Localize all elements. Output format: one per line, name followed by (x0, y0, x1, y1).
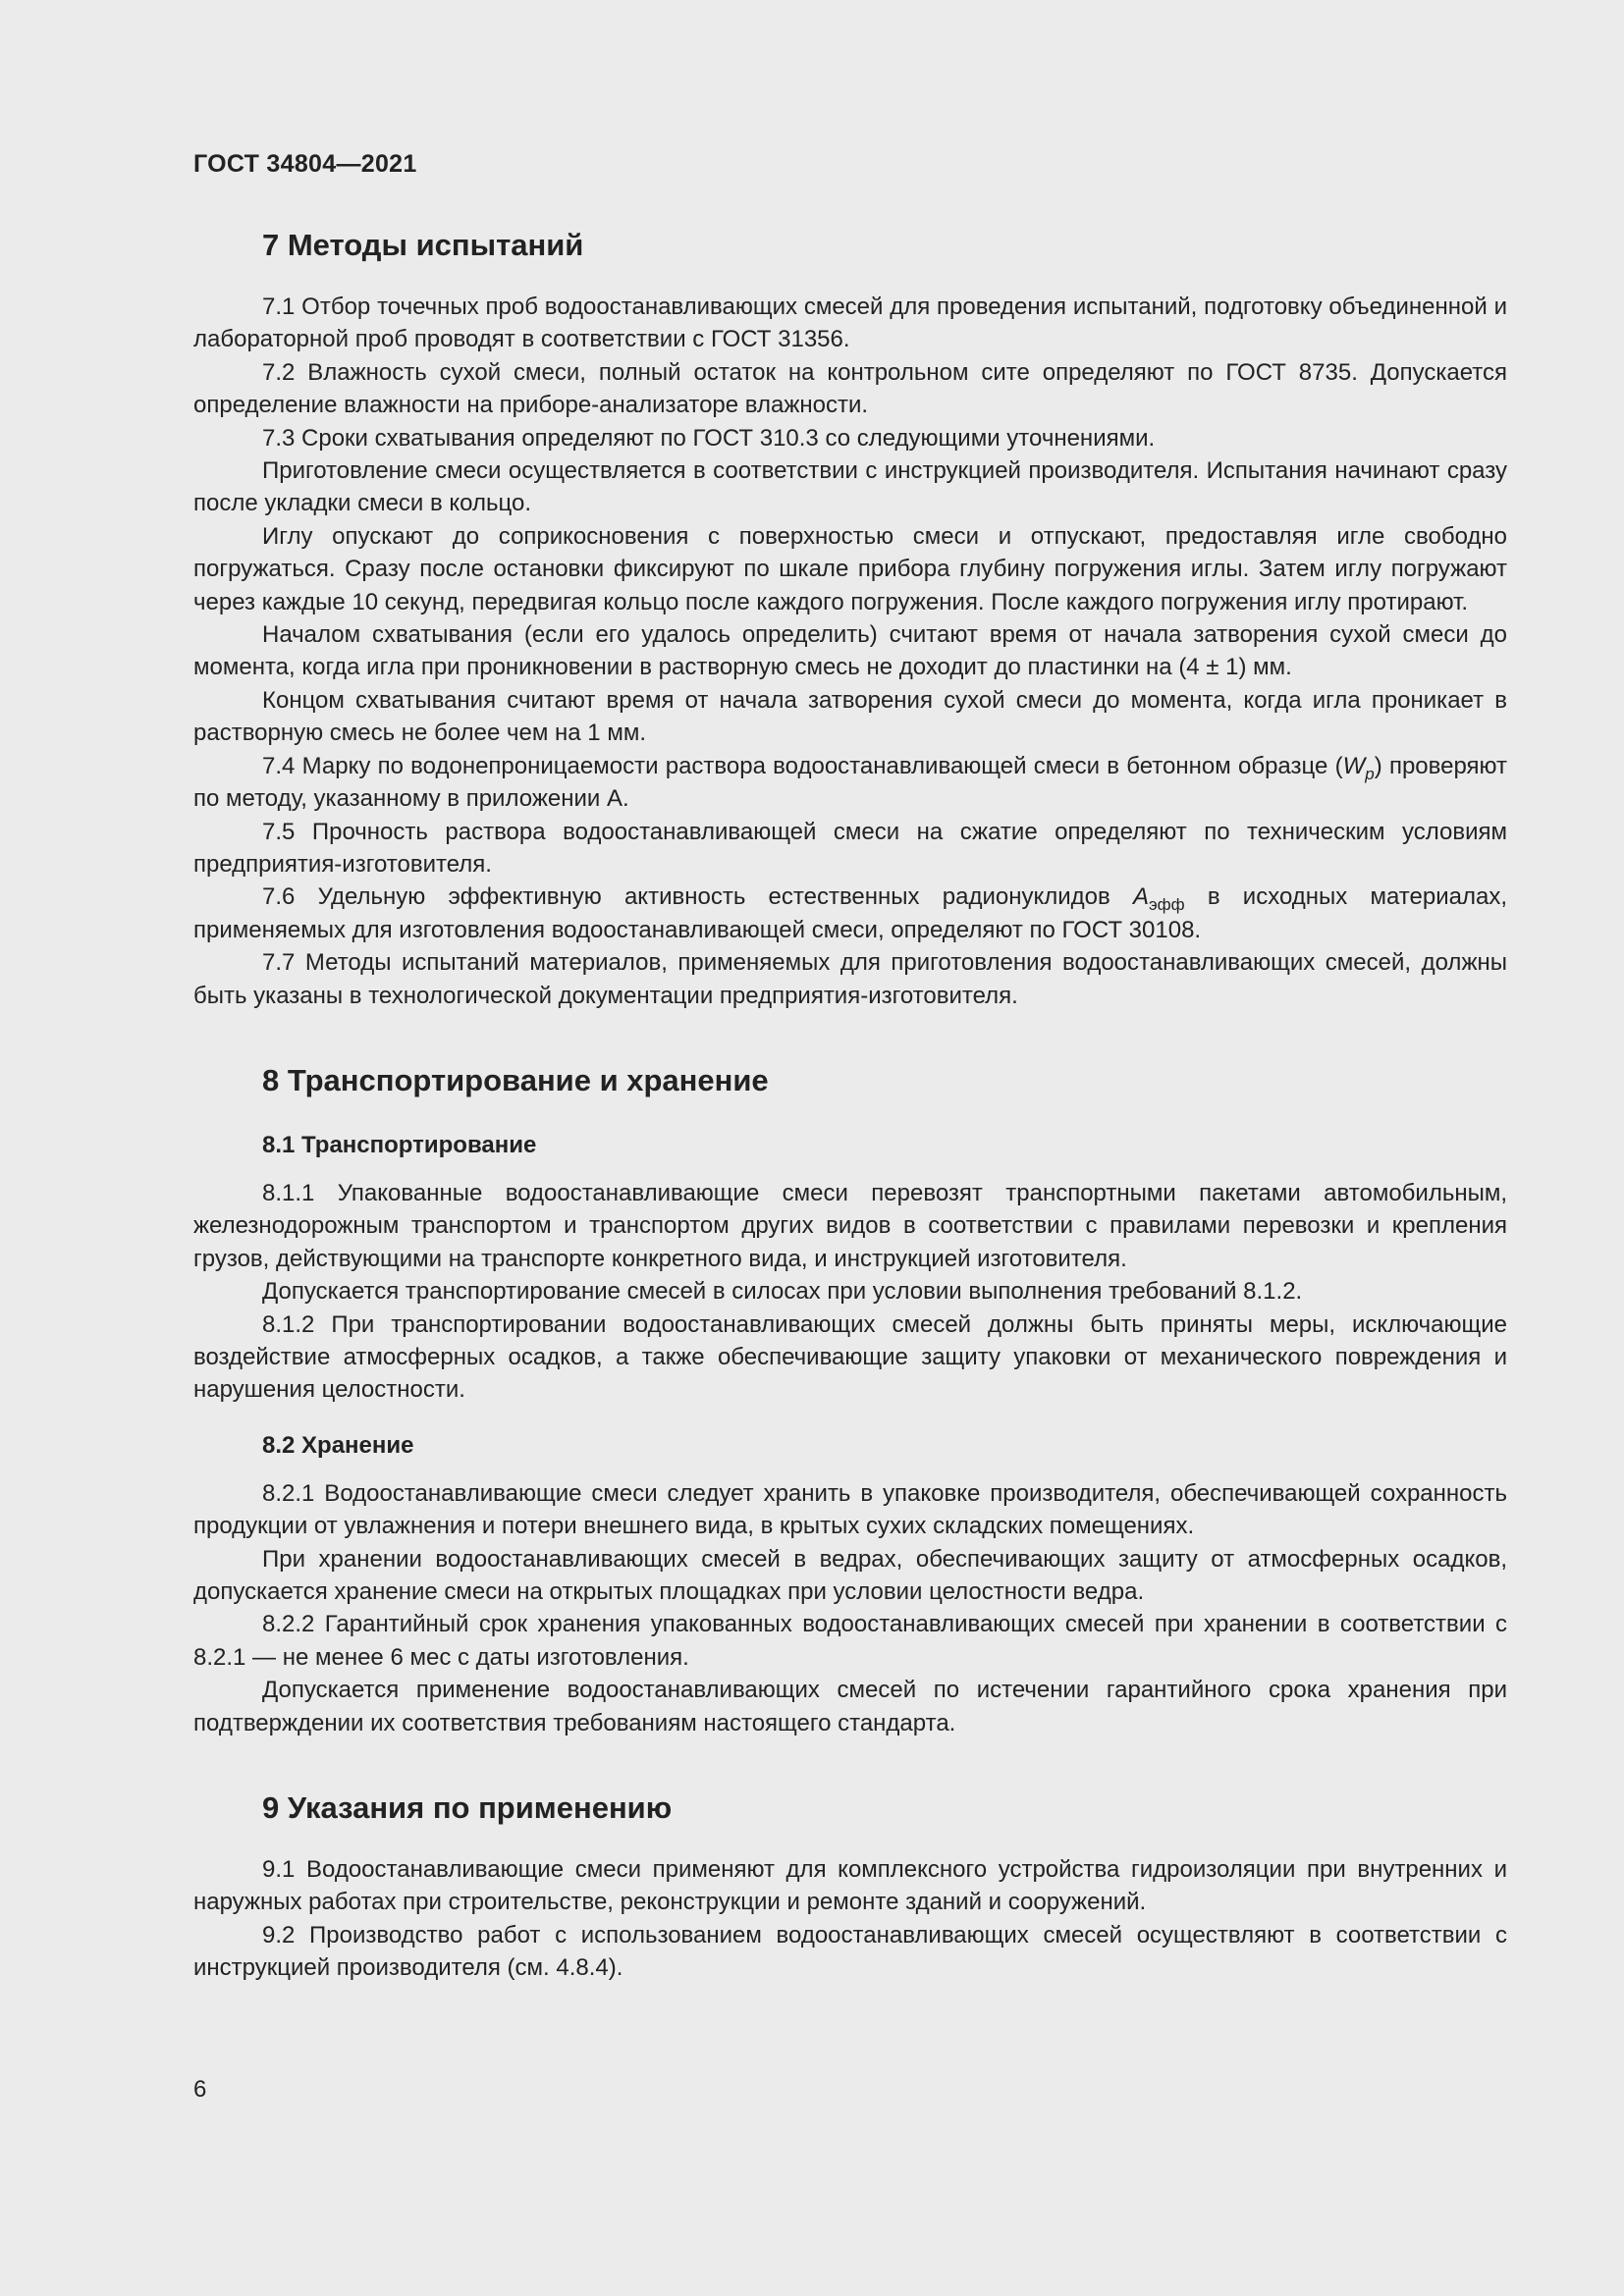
paragraph-7-5: 7.5 Прочность раствора водоостанавливающей смеси на сжатие определяют по техническим условиям предприятия-изготовителя. (193, 818, 1507, 878)
paragraph-7-3-setting-start: Началом схватывания (если его удалось определить) считают время от начала затворения сухой смеси до момента, когда игла при проникновении в растворную смесь не доходит до пластинки на (4 ± 1) мм. (193, 621, 1507, 681)
paragraph-7-3-needle: Иглу опускают до соприкосновения с поверхностью смеси и отпускают, предоставляя игле свободно погружаться. Сразу после остановки фиксируют по шкале прибора глубину погружения иглы. Затем иглу погружают через каждые 10 секунд, передвигая кольцо после каждого погружения. После каждого погружения иглу протирают. (193, 522, 1507, 615)
section-9-heading: 9 Указания по применению (262, 1790, 673, 1826)
a-eff-subscript: эфф (1148, 895, 1185, 915)
subsection-8-1-heading: 8.1 Транспортирование (262, 1131, 537, 1158)
document-body (193, 222, 1507, 1985)
a-eff-symbol: A (1132, 883, 1149, 911)
paragraph-7-6-text-b: в исходных материалах, применяемых для изготовления водоостанавливающей смеси, определяют по ГОСТ 30108. (193, 883, 1507, 943)
paragraph-9-1: 9.1 Водоостанавливающие смеси применяют для комплексного устройства гидроизоляции при внутренних и наружных работах при строительстве, реконструкции и ремонте зданий и сооружений. (193, 1856, 1507, 1916)
paragraph-9-2: 9.2 Производство работ с использованием водоостанавливающих смесей осуществляют в соответствии с инструкцией производителя (см. 4.8.4). (193, 1921, 1507, 1982)
document-header: ГОСТ 34804—2021 (193, 150, 417, 178)
paragraph-7-3-preparation: Приготовление смеси осуществляется в соответствии с инструкцией производителя. Испытания начинают сразу после укладки смеси в кольцо. (193, 457, 1507, 517)
wp-symbol: W (1342, 752, 1366, 779)
paragraph-7-1: 7.1 Отбор точечных проб водоостанавливающих смесей для проведения испытаний, подготовку объединенной и лабораторной проб проводят в соответствии с ГОСТ 31356. (193, 294, 1507, 353)
wp-subscript: p (1365, 764, 1375, 783)
paragraph-7-4 (193, 750, 1507, 816)
paragraph-8-2-2-expired: Допускается применение водоостанавливающих смесей по истечении гарантийного срока хранения при подтверждении их соответствия требованиям настоящего стандарта. (193, 1677, 1507, 1736)
paragraph-7-3: 7.3 Сроки схватывания определяют по ГОСТ 310.3 со следующими уточнениями. (262, 424, 1156, 452)
paragraph-7-4-text-b: ) проверяют по методу, указанному в приложении А. (193, 752, 1508, 813)
paragraph-8-1-1-silo: Допускается транспортирование смесей в силосах при условии выполнения требований 8.1.2. (262, 1278, 1303, 1306)
paragraph-7-3-setting-end: Концом схватывания считают время от начала затворения сухой смеси до момента, когда игла проникает в растворную смесь не более чем на 1 мм. (193, 686, 1507, 747)
paragraph-7-4-text-a: 7.4 Марку по водонепроницаемости раствора водоостанавливающей смеси в бетонном образце ( (262, 752, 1343, 779)
paragraph-8-1-1: 8.1.1 Упакованные водоостанавливающие смеси перевозят транспортными пакетами автомобильным, железнодорожным транспортом и транспортом других видов в соответствии с правилами перевозки и крепления грузов, действующими на транспорте конкретного вида, и инструкцией изготовителя. (193, 1179, 1507, 1272)
page-number: 6 (193, 2076, 207, 2103)
paragraph-7-6 (193, 881, 1507, 946)
subsection-8-2-heading: 8.2 Хранение (262, 1431, 414, 1459)
paragraph-8-1-2: 8.1.2 При транспортировании водоостанавливающих смесей должны быть приняты меры, исключающие воздействие атмосферных осадков, а также обеспечивающие защиту упаковки от механического повреждения и нарушения целостности. (193, 1310, 1507, 1404)
paragraph-7-6-text-a: 7.6 Удельную эффективную активность естественных радионуклидов (262, 883, 1133, 911)
paragraph-8-2-1-buckets: При хранении водоостанавливающих смесей в ведрах, обеспечивающих защиту от атмосферных осадков, допускается хранение смеси на открытых площадках при условии целостности ведра. (193, 1545, 1507, 1605)
section-7-heading: 7 Методы испытаний (262, 228, 584, 262)
paragraph-8-2-1: 8.2.1 Водоостанавливающие смеси следует хранить в упаковке производителя, обеспечивающей сохранность продукции от увлажнения и потери внешнего вида, в крытых сухих складских помещениях. (193, 1479, 1507, 1540)
paragraph-8-2-2: 8.2.2 Гарантийный срок хранения упакованных водоостанавливающих смесей при хранении в соответствии с 8.2.1 — не менее 6 мес с даты изготовления. (193, 1611, 1507, 1671)
paragraph-7-7: 7.7 Методы испытаний материалов, применяемых для приготовления водоостанавливающих смесей, должны быть указаны в технологической документации предприятия-изготовителя. (193, 949, 1507, 1009)
section-8-heading: 8 Транспортирование и хранение (262, 1062, 769, 1097)
paragraph-7-2: 7.2 Влажность сухой смеси, полный остаток на контрольном сите определяют по ГОСТ 8735. Допускается определение влажности на приборе-анализаторе влажности. (193, 358, 1507, 419)
